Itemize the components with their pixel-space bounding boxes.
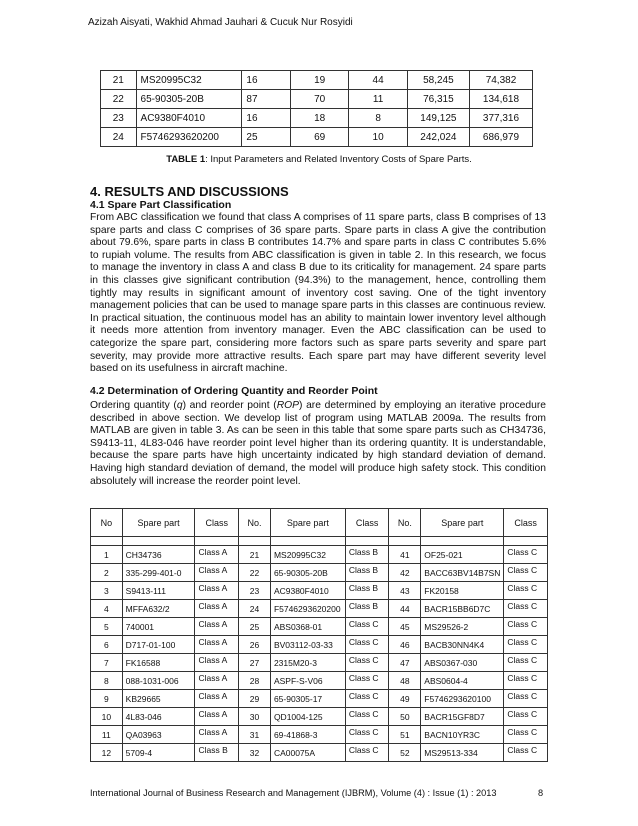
- table2-cell: 50: [389, 708, 421, 726]
- table1-cell: 8: [349, 109, 407, 128]
- table2-cell: 45: [389, 618, 421, 636]
- table2-cell: Class C: [345, 636, 389, 654]
- table2-cell: OF25-021: [421, 546, 504, 564]
- table1-cell: 44: [349, 71, 407, 90]
- table2-header-cell: Class: [345, 509, 389, 537]
- table2-row: [91, 672, 548, 690]
- table2-cell: Class C: [345, 654, 389, 672]
- table2-cell: MS29513-334: [421, 744, 504, 762]
- table2-cell: Class B: [345, 546, 389, 564]
- table1-cell: 149,125: [407, 109, 469, 128]
- table2-header-cell: No.: [389, 509, 421, 537]
- table2-cell: Class C: [345, 726, 389, 744]
- table2-header-cell: No.: [239, 509, 271, 537]
- table2-cell: Class B: [345, 600, 389, 618]
- table2-cell: ABS0367-030: [421, 654, 504, 672]
- section-heading: 4. RESULTS AND DISCUSSIONS: [90, 184, 289, 199]
- table2-cell: 49: [389, 690, 421, 708]
- table1-row: [101, 71, 533, 90]
- table2-cell: QD1004-125: [270, 708, 345, 726]
- table2-cell: FK20158: [421, 582, 504, 600]
- table2-row: [91, 654, 548, 672]
- table2-cell: Class C: [504, 618, 548, 636]
- table1-cell: 58,245: [407, 71, 469, 90]
- table2-cell: 5: [91, 618, 123, 636]
- table2-cell: 69-41868-3: [270, 726, 345, 744]
- table2-row: [91, 690, 548, 708]
- table1-cell: 134,618: [469, 90, 532, 109]
- table2-cell: MS20995C32: [270, 546, 345, 564]
- table1-cell: 69: [290, 128, 348, 147]
- table1-continuation: [100, 70, 533, 147]
- table2-cell: Class C: [345, 744, 389, 762]
- table2-abc-classification: [90, 508, 548, 762]
- table2-cell: 25: [239, 618, 271, 636]
- table2-cell: F5746293620200: [270, 600, 345, 618]
- table2-cell: 740001: [122, 618, 195, 636]
- table2-cell: Class A: [195, 564, 239, 582]
- table1-cell: 10: [349, 128, 407, 147]
- table2-row: [91, 546, 548, 564]
- table1-cell: 87: [242, 90, 291, 109]
- table1-cell: 70: [290, 90, 348, 109]
- table1-caption-label: TABLE 1: [166, 154, 206, 165]
- table2-cell: ABS0368-01: [270, 618, 345, 636]
- table2-cell: S9413-111: [122, 582, 195, 600]
- table2-cell: 7: [91, 654, 123, 672]
- table2-cell: BACN10YR3C: [421, 726, 504, 744]
- table1-cell: 242,024: [407, 128, 469, 147]
- table2-cell: KB29665: [122, 690, 195, 708]
- table2-cell: Class A: [195, 726, 239, 744]
- table2-row: [91, 618, 548, 636]
- table1-row: [101, 128, 533, 147]
- table2-cell: AC9380F4010: [270, 582, 345, 600]
- table2-cell: 2315M20-3: [270, 654, 345, 672]
- table2-cell: 21: [239, 546, 271, 564]
- table2-cell: Class A: [195, 708, 239, 726]
- table2-header-cell: Spare part: [270, 509, 345, 537]
- table2-cell: CH34736: [122, 546, 195, 564]
- table1-cell: 76,315: [407, 90, 469, 109]
- table2-cell: 4L83-046: [122, 708, 195, 726]
- table1-cell: 19: [290, 71, 348, 90]
- running-header: Azizah Aisyati, Wakhid Ahmad Jauhari & Cucuk Nur Rosyidi: [88, 17, 353, 28]
- table2-cell: 43: [389, 582, 421, 600]
- table2-cell: Class C: [504, 582, 548, 600]
- table1-row: [101, 90, 533, 109]
- table1-caption: [0, 154, 638, 165]
- table2-cell: Class C: [504, 600, 548, 618]
- table2-cell: 28: [239, 672, 271, 690]
- table1-cell: F5746293620200: [136, 128, 242, 147]
- table2-cell: 6: [91, 636, 123, 654]
- table2-cell: BACB30NN4K4: [421, 636, 504, 654]
- table1-cell: MS20995C32: [136, 71, 242, 90]
- table2-spacer-cell: [421, 537, 504, 546]
- table1-cell: 11: [349, 90, 407, 109]
- paragraph-4-1: From ABC classification we found that class A comprises of 11 spare parts, class B comprises of 13 spare parts and class C comprises of 36 spare parts. Spare parts in class A give the contribution about 79.6%, spare parts in class B contributes 14.7% and spare parts in class C contributes 5.6% to rupiah volume. The results from ABC classification is given in table 2. In this research, we focus to manage the inventory in class A and class B due to its criticality for management. 24 spare parts in this classes give significant contribution (94.3%) to the management, hence, controlling them tightly may results in significant amount of inventory cost saving. One of the tight inventory management policies that can be used to manage spare parts in this classes are continuous review. In practical situation, the continuous model has an ability to maintain lower inventory level although it needs more attention from inventory manager. Even the ABC classification can be used to categorize the spare part, considering more factors such as spare parts severity and spare part severity, may provide more attractive results. Each spare part may have different severity level based on its usefulness in aircraft machine.: [90, 212, 546, 375]
- table1-row: [101, 109, 533, 128]
- table2-header-cell: No: [91, 509, 123, 537]
- table2-cell: 41: [389, 546, 421, 564]
- table2-row: [91, 726, 548, 744]
- table2-cell: Class C: [504, 744, 548, 762]
- table2-cell: 27: [239, 654, 271, 672]
- table2-row: [91, 636, 548, 654]
- para-text-a: Ordering quantity (: [90, 400, 177, 411]
- table2-cell: Class C: [345, 618, 389, 636]
- table2-cell: Class C: [504, 726, 548, 744]
- table2-cell: Class A: [195, 582, 239, 600]
- table2-cell: 23: [239, 582, 271, 600]
- table2-spacer-cell: [195, 537, 239, 546]
- table2-cell: MFFA632/2: [122, 600, 195, 618]
- table2-cell: ASPF-S-V06: [270, 672, 345, 690]
- table2-spacer-cell: [504, 537, 548, 546]
- symbol-q: q: [176, 400, 183, 411]
- table1-cell: 23: [101, 109, 137, 128]
- table2-cell: 3: [91, 582, 123, 600]
- table2-spacer-cell: [389, 537, 421, 546]
- table1-cell: 16: [242, 71, 291, 90]
- table2-row: [91, 600, 548, 618]
- table1-cell: 377,316: [469, 109, 532, 128]
- table2-header-cell: Spare part: [421, 509, 504, 537]
- table2-cell: Class A: [195, 600, 239, 618]
- table2-cell: 088-1031-006: [122, 672, 195, 690]
- footer-journal: International Journal of Business Research and Management (IJBRM), Volume (4) : Issue (1) : 2013: [90, 788, 497, 798]
- table2-cell: 1: [91, 546, 123, 564]
- table2-header-row: [91, 509, 548, 537]
- table1-caption-text: : Input Parameters and Related Inventory Costs of Spare Parts.: [205, 154, 472, 165]
- table2-cell: 65-90305-20B: [270, 564, 345, 582]
- table2-cell: BV03112-03-33: [270, 636, 345, 654]
- table2-cell: 32: [239, 744, 271, 762]
- table2-cell: 9: [91, 690, 123, 708]
- table2-spacer-cell: [270, 537, 345, 546]
- table2-cell: Class C: [345, 690, 389, 708]
- paragraph-4-2: [90, 400, 546, 488]
- para-text-b: ) and reorder point (: [182, 400, 277, 411]
- table2-cell: Class C: [504, 708, 548, 726]
- table2-cell: Class A: [195, 654, 239, 672]
- subsection-heading-4-1: 4.1 Spare Part Classification: [90, 199, 232, 211]
- table2-header-cell: Class: [504, 509, 548, 537]
- table2-header-cell: Spare part: [122, 509, 195, 537]
- table2-cell: 52: [389, 744, 421, 762]
- table1-cell: 16: [242, 109, 291, 128]
- table2-cell: BACC63BV14B7SN: [421, 564, 504, 582]
- table2-spacer-cell: [91, 537, 123, 546]
- table2-cell: 8: [91, 672, 123, 690]
- table2-spacer-cell: [239, 537, 271, 546]
- table1-cell: 22: [101, 90, 137, 109]
- table2-spacer-row: [91, 537, 548, 546]
- subsection-heading-4-2: 4.2 Determination of Ordering Quantity and Reorder Point: [90, 385, 378, 397]
- table2-cell: F5746293620100: [421, 690, 504, 708]
- table2-cell: 47: [389, 654, 421, 672]
- symbol-rop: ROP: [276, 400, 300, 411]
- table2-spacer-cell: [345, 537, 389, 546]
- table1-cell: 25: [242, 128, 291, 147]
- table2-row: [91, 564, 548, 582]
- page-number: 8: [538, 788, 544, 798]
- table2-cell: MS29526-2: [421, 618, 504, 636]
- table1-cell: 65-90305-20B: [136, 90, 242, 109]
- table2-cell: D717-01-100: [122, 636, 195, 654]
- table2-cell: 42: [389, 564, 421, 582]
- table2-cell: 2: [91, 564, 123, 582]
- table2-header-cell: Class: [195, 509, 239, 537]
- table2-cell: Class B: [345, 564, 389, 582]
- table2-cell: Class C: [345, 672, 389, 690]
- table2-cell: FK16588: [122, 654, 195, 672]
- table2-cell: Class C: [504, 654, 548, 672]
- table2-cell: 26: [239, 636, 271, 654]
- table2-cell: Class C: [504, 636, 548, 654]
- para-text-c: ) are determined by employing an iterative procedure described in above section. We develop list of program using MATLAB 2009a. The results from MATLAB are given in table 3. As can be seen in this table that some spare parts such as CH34736, S9413-11, 4L83-046 have reorder point level higher than its ordering quantity. It is understandable, because the spare parts have high uncertainty indicated by high standard deviation of demand. Having high standard deviation of demand, the model will produce high safety stock. This condition absolutely will increase the reorder point level.: [90, 400, 546, 487]
- table2-cell: 46: [389, 636, 421, 654]
- table2-cell: Class C: [504, 546, 548, 564]
- table2-cell: QA03963: [122, 726, 195, 744]
- table2-spacer-cell: [122, 537, 195, 546]
- table2-cell: Class C: [345, 708, 389, 726]
- table2-cell: 51: [389, 726, 421, 744]
- table2-cell: Class C: [504, 690, 548, 708]
- table2-cell: Class A: [195, 690, 239, 708]
- table2-cell: Class B: [195, 744, 239, 762]
- table2-cell: 4: [91, 600, 123, 618]
- table1-cell: 18: [290, 109, 348, 128]
- table1-cell: 686,979: [469, 128, 532, 147]
- table2-cell: 31: [239, 726, 271, 744]
- table2-cell: Class C: [504, 564, 548, 582]
- table2-cell: Class A: [195, 618, 239, 636]
- table2-cell: 11: [91, 726, 123, 744]
- table2-cell: 29: [239, 690, 271, 708]
- table2-cell: 65-90305-17: [270, 690, 345, 708]
- table2-row: [91, 582, 548, 600]
- table2-cell: Class B: [345, 582, 389, 600]
- table2-row: [91, 708, 548, 726]
- table2-cell: ABS0604-4: [421, 672, 504, 690]
- table2-cell: 24: [239, 600, 271, 618]
- table2-cell: 44: [389, 600, 421, 618]
- table2-cell: BACR15BB6D7C: [421, 600, 504, 618]
- table2-cell: 335-299-401-0: [122, 564, 195, 582]
- table2-cell: BACR15GF8D7: [421, 708, 504, 726]
- table2-row: [91, 744, 548, 762]
- table2-cell: 5709-4: [122, 744, 195, 762]
- table1-cell: 21: [101, 71, 137, 90]
- table1-cell: 24: [101, 128, 137, 147]
- table2-cell: 12: [91, 744, 123, 762]
- table2-cell: 30: [239, 708, 271, 726]
- table2-cell: Class A: [195, 636, 239, 654]
- table2-cell: CA00075A: [270, 744, 345, 762]
- table2-cell: Class A: [195, 546, 239, 564]
- table2-cell: 10: [91, 708, 123, 726]
- table1-cell: AC9380F4010: [136, 109, 242, 128]
- table2-cell: Class C: [504, 672, 548, 690]
- table2-cell: 22: [239, 564, 271, 582]
- table1-cell: 74,382: [469, 71, 532, 90]
- table2-cell: 48: [389, 672, 421, 690]
- table2-cell: Class A: [195, 672, 239, 690]
